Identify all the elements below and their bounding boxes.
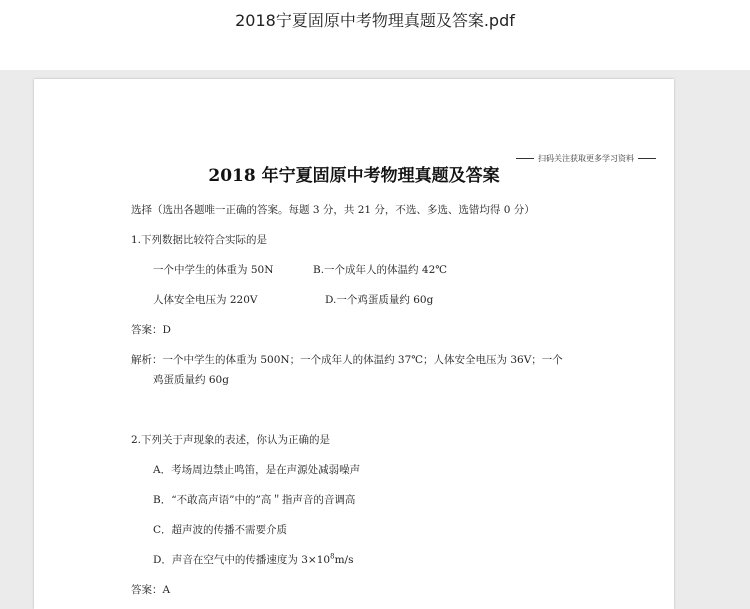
- header-dash-right: [638, 158, 656, 159]
- pdf-page: [34, 79, 674, 609]
- question-1-answer: 答案：D: [131, 324, 171, 336]
- question-1-option-b: B.一个成年人的体温约 42℃: [313, 264, 447, 276]
- question-2-option-a: A．考场周边禁止鸣笛，是在声源处减弱噪声: [153, 464, 361, 476]
- viewer-toolbar: [0, 0, 750, 70]
- question-1-option-a: 一个中学生的体重为 50N: [153, 264, 274, 276]
- question-2-option-d-unit: m/s: [334, 554, 354, 566]
- question-2-option-d-text: D．声音在空气中的传播速度为 3×10: [153, 554, 331, 566]
- question-1-explanation: 解析：一个中学生的体重为 500N；一个成年人的体温约 37℃；人体安全电压为 36V；一个: [131, 354, 563, 366]
- question-2-option-c: C．超声波的传播不需要介质: [153, 524, 288, 536]
- header-dash-left: [516, 158, 534, 159]
- question-2-option-d-exponent: 8: [330, 552, 335, 561]
- question-2-option-d: [153, 552, 353, 567]
- header-note-text: 扫码关注获取更多学习资料: [538, 154, 634, 163]
- question-1-option-c: 人体安全电压为 220V: [153, 294, 258, 306]
- question-2-answer: 答案：A: [131, 584, 171, 596]
- question-2-stem: 2.下列关于声现象的表述，你认为正确的是: [131, 434, 331, 446]
- question-1-explanation-cont: 鸡蛋质量约 60g: [153, 374, 229, 386]
- document-title: 2018 年宁夏固原中考物理真题及答案: [208, 166, 500, 186]
- question-1-stem: 1.下列数据比较符合实际的是: [131, 234, 268, 246]
- question-1-option-d: D.一个鸡蛋质量约 60g: [325, 294, 434, 306]
- question-2-option-b: B．“不敢高声语”中的”高＂指声音的音调高: [153, 494, 356, 506]
- file-name-title: 2018宁夏固原中考物理真题及答案.pdf: [235, 11, 515, 30]
- section-intro: 选择（选出各题唯一正确的答案。每题 3 分，共 21 分，不选、多选、选错均得 0 分）: [131, 204, 535, 216]
